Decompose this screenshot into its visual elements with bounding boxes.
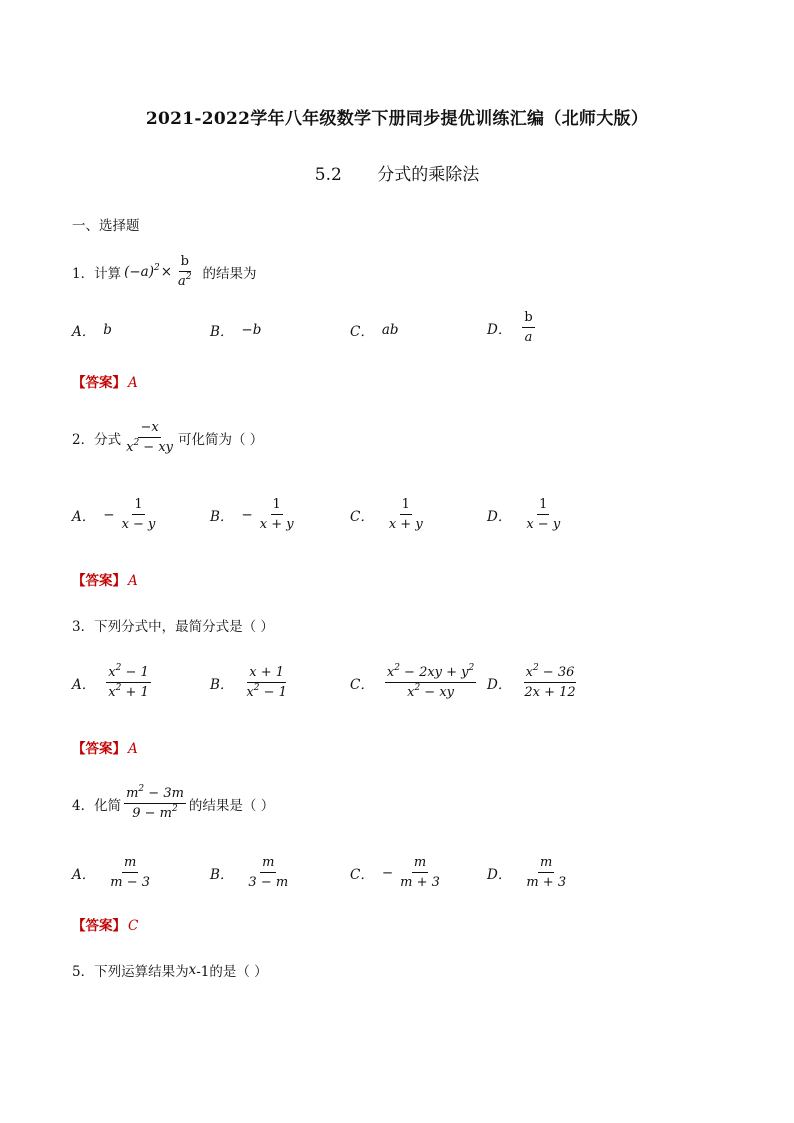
math-base: $(-a)^2$ [124,262,160,280]
option-3b[interactable]: B． $\frac{x + 1}{x^2 - 1}$ [210,665,287,700]
question-number: 4． [72,797,95,814]
fraction: $\frac{1}{x + y}$ [388,497,423,532]
answer-3: 【答案】 A [72,741,138,757]
question-text: 下列运算结果为 [94,964,189,980]
section-title: 分式的乘除法 [377,165,480,185]
fraction: $\frac{x + 1}{x^2 - 1}$ [246,665,287,700]
fraction: $\frac{m}{m + 3}$ [400,855,440,890]
option-4d[interactable]: D． $\frac{m}{m + 3}$ [487,855,567,890]
fraction: $\frac{b}{a^2}$ [178,254,192,289]
fraction: $\frac{1}{x - y}$ [121,497,156,532]
question-text-after: 的结果为 [202,265,257,282]
section-heading [0,160,794,185]
option-1c[interactable]: C． ab [350,322,399,340]
option-4b[interactable]: B． $\frac{m}{3 - m}$ [210,855,289,890]
option-1a[interactable]: A． b [72,322,112,340]
question-number: 5． [72,964,95,980]
option-2c[interactable]: C． $\frac{1}{x + y}$ [350,497,423,532]
question-text-after: -1的是（ ） [196,964,268,980]
fraction: $\frac{m^2 - 3m}{9 - m^2}$ [126,784,184,821]
fraction: $\frac{m}{3 - m}$ [248,855,289,890]
fraction: $\frac{b}{a}$ [524,310,533,345]
question-5 [72,960,268,980]
question-text: 化简 [94,797,122,814]
question-text-after: 的结果是（ ） [188,797,275,814]
option-3d[interactable]: D． $\frac{x^2 - 36}{2x + 12}$ [487,663,576,700]
section-number: 5.2 [314,165,342,185]
fraction: $\frac{x^2 - 2xy + y^2}{x^2 - xy}$ [386,663,475,700]
question-4 [72,786,274,821]
question-text: 计算 [94,265,122,282]
question-number: 1． [72,265,95,282]
fraction: $\frac{-x}{x^2 - xy}$ [126,420,174,455]
answer-4: 【答案】 C [72,918,139,934]
fraction: $\frac{1}{x + y}$ [259,497,294,532]
times-sign: × [160,263,173,280]
option-2d[interactable]: D． $\frac{1}{x - y}$ [487,497,561,532]
fraction: $\frac{m}{m + 3}$ [526,855,567,890]
question-3 [72,615,274,635]
question-text: 下列分式中，最简分式是（ ） [94,619,274,635]
option-4c[interactable]: C． − $\frac{m}{m + 3}$ [350,855,440,890]
option-3c[interactable]: C． $\frac{x^2 - 2xy + y^2}{x^2 - xy}$ [350,663,475,700]
option-4a[interactable]: A． $\frac{m}{m - 3}$ [72,855,151,890]
fraction: $\frac{x^2 - 36}{2x + 12}$ [524,663,576,700]
question-1 [72,254,257,289]
option-2b[interactable]: B． − $\frac{1}{x + y}$ [210,497,294,532]
option-1d[interactable]: D． $\frac{b}{a}$ [487,310,533,345]
option-3a[interactable]: A． $\frac{x^2 - 1}{x^2 + 1}$ [72,663,149,700]
question-text-after: 可化简为（ ） [178,431,264,448]
answer-1: 【答案】 A [72,375,138,391]
answer-2: 【答案】 A [72,573,138,589]
part-heading: 一、选择题 [72,218,140,234]
fraction: $\frac{1}{x - y}$ [526,497,561,532]
question-number: 3． [72,619,95,635]
fraction: $\frac{x^2 - 1}{x^2 + 1}$ [108,663,149,700]
option-1b[interactable]: B． −b [210,322,262,340]
question-number: 2． [72,431,95,448]
document-title: 2021-2022学年八年级数学下册同步提优训练汇编（北师大版） [145,109,649,129]
question-2 [72,420,263,455]
question-text: 分式 [94,431,122,448]
option-2a[interactable]: A． − $\frac{1}{x - y}$ [72,497,156,532]
fraction: $\frac{m}{m - 3}$ [110,855,151,890]
math-var: x [188,962,197,978]
